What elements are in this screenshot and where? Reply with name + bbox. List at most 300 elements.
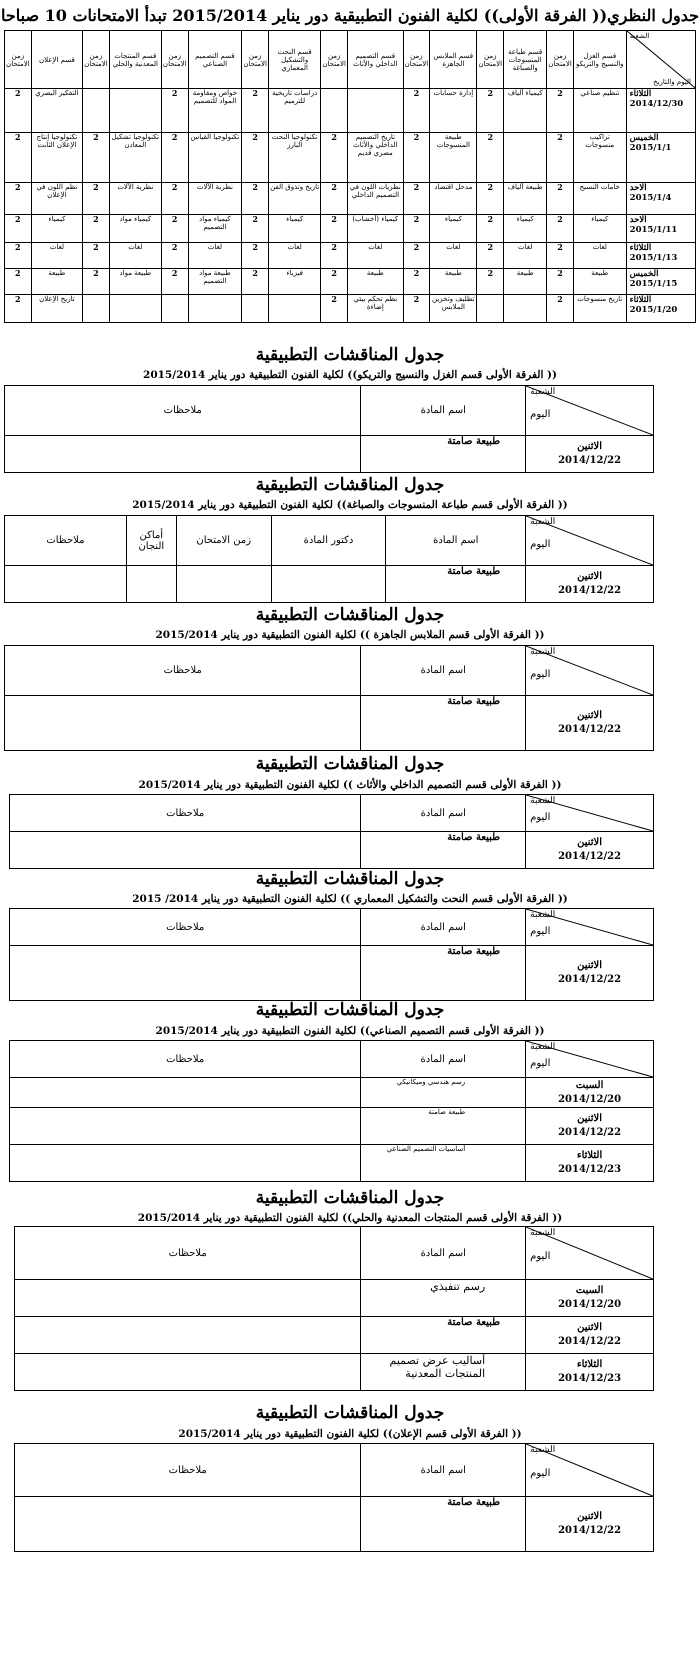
duration-cell: 2	[477, 269, 504, 295]
day-label: الثلاثاء	[576, 1359, 603, 1370]
subject-cell: لغات	[573, 243, 626, 269]
table-row	[5, 133, 696, 183]
subject-cell: تظليف وتخزين الملابس	[430, 295, 477, 323]
theory-schedule-table	[4, 30, 696, 323]
duration-cell	[83, 295, 110, 323]
shoba-label: الشعبة	[530, 517, 556, 527]
practical-schedule-table	[9, 794, 654, 869]
duration-cell: 2	[5, 133, 32, 183]
duration-cell: 2	[5, 89, 32, 133]
subject-cell: طبيعة مواد التصميم	[188, 269, 242, 295]
day-label: السبت	[575, 1079, 604, 1091]
subject-cell: كيمياء مواد التصميم	[188, 215, 242, 243]
subject-cell: لغات	[109, 243, 161, 269]
subject-cell: طبيعة صامتة	[361, 696, 526, 751]
day-date-cell	[526, 832, 654, 869]
day-date-cell	[526, 566, 654, 603]
notes-cell	[15, 1317, 361, 1354]
duration-cell: 2	[321, 183, 348, 215]
subject-cell: كيمياء مواد	[109, 215, 161, 243]
duration-cell: 2	[321, 295, 348, 323]
date-label: 2014/12/22	[558, 1336, 622, 1347]
subject-cell: دراسات تاريخية للترميم	[268, 89, 320, 133]
section-subtitle: (( الفرقة الأولى قسم الإعلان)) لكلية الفنون التطبيقية دور يناير 2015/2014	[178, 1428, 522, 1440]
duration-cell: 2	[547, 183, 574, 215]
main-title: جدول النظري(( الفرقة الأولى)) لكلية الفنون التطبيقية دور يناير 2015/2014 تبدأ الامتحانات 10 صباحا	[1, 6, 699, 25]
day-header-label: اليوم	[530, 1468, 551, 1479]
duration-cell: 2	[242, 133, 269, 183]
corner-header-cell	[626, 31, 695, 89]
table-header-row	[15, 1227, 654, 1280]
subject-cell: لغات	[348, 243, 404, 269]
section-title: جدول المناقشات التطبيقية	[255, 345, 445, 365]
subject-cell: كيمياء	[430, 215, 477, 243]
duration-cell: 2	[547, 215, 574, 243]
corner-header-cell	[526, 1444, 654, 1497]
subject-cell: نظم تحكم بيئي إضاءة	[348, 295, 404, 323]
table-row	[10, 946, 654, 1001]
subject-cell: خواص ومقاومة المواد للتصميم	[188, 89, 242, 133]
empty-cell	[271, 566, 386, 603]
day-header-label: اليوم	[530, 669, 551, 680]
department-header: قسم النحت والتشكيل المعماري	[268, 31, 320, 89]
practical-schedule-table	[14, 1443, 654, 1552]
department-header: قسم المنتجات المعدنية والحلي	[109, 31, 161, 89]
shoba-label: الشعبة	[530, 387, 556, 397]
shoba-label: الشعبة	[530, 1228, 556, 1238]
duration-cell: 2	[161, 133, 188, 183]
day-label: الثلاثاء	[629, 243, 652, 253]
day-date-cell	[526, 946, 654, 1001]
subject-cell: نظرية الآلات	[109, 183, 161, 215]
subject-cell: رسم هندسي وميكانيكي	[361, 1078, 526, 1108]
table-header-row	[15, 1444, 654, 1497]
notes-header: ملاحظات	[10, 1041, 361, 1078]
subject-cell: طبيعة صامتة	[361, 1108, 526, 1145]
duration-cell	[242, 295, 269, 323]
shoba-label: الشعبة	[530, 796, 556, 806]
practical-schedule-table	[4, 515, 654, 603]
subject-cell: طبيعة صامتة	[361, 1317, 526, 1354]
subject-cell: تكنولوجيا تشكيل المعادن	[109, 133, 161, 183]
duration-cell: 2	[5, 295, 32, 323]
duration-cell: 2	[242, 89, 269, 133]
day-date-cell	[526, 696, 654, 751]
notes-cell	[15, 1354, 361, 1391]
date-label: 2014/12/22	[558, 1525, 622, 1536]
day-label: الاثنين	[577, 441, 603, 452]
date-label: 2014/12/22	[558, 851, 622, 862]
committee-places-header: أماكن النجان	[126, 516, 176, 566]
date-label: 2015/1/4	[629, 193, 672, 203]
duration-cell: 2	[83, 133, 110, 183]
duration-cell: 2	[242, 215, 269, 243]
duration-cell: 2	[477, 215, 504, 243]
shoba-label: الشعبة	[530, 1042, 556, 1052]
notes-cell	[15, 1280, 361, 1317]
subject-cell: إدارة حسابات	[430, 89, 477, 133]
subject-cell: كيمياء ألياف	[504, 89, 547, 133]
duration-cell: 2	[321, 269, 348, 295]
subject-cell: كيمياء (أخشاب)	[348, 215, 404, 243]
duration-cell: 2	[242, 243, 269, 269]
date-label: 2015/1/11	[629, 225, 678, 235]
day-header-label: اليوم	[530, 1058, 551, 1069]
table-row	[5, 295, 696, 323]
day-header-label: اليوم	[530, 409, 551, 420]
department-header: قسم الملابس الجاهزة	[430, 31, 477, 89]
subject-cell: نظم اللون في الإعلان	[31, 183, 82, 215]
subject-cell: طبيعة	[573, 269, 626, 295]
day-date-cell	[626, 89, 695, 133]
duration-cell: 2	[403, 183, 430, 215]
notes-header: ملاحظات	[15, 1444, 361, 1497]
duration-cell: 2	[403, 89, 430, 133]
duration-cell	[477, 295, 504, 323]
corner-top-label: الشعبة	[629, 32, 650, 40]
day-label: الاثنين	[577, 1511, 603, 1522]
exam-duration-header: زمن الامتحان	[547, 31, 574, 89]
table-header-row	[5, 646, 654, 696]
section-title: جدول المناقشات التطبيقية	[255, 1000, 445, 1020]
subject-cell: لغات	[504, 243, 547, 269]
subject-header: اسم المادة	[386, 516, 526, 566]
table-row	[10, 1108, 654, 1145]
table-row	[5, 183, 696, 215]
day-date-cell	[626, 243, 695, 269]
day-header-label: اليوم	[530, 812, 551, 823]
practical-schedule-table	[9, 1040, 654, 1182]
date-label: 2014/12/20	[558, 1299, 622, 1310]
date-label: 2015/1/13	[629, 253, 678, 263]
notes-cell	[5, 566, 127, 603]
exam-duration-header: زمن الامتحان	[477, 31, 504, 89]
day-label: الثلاثاء	[629, 295, 652, 305]
department-header: قسم الإعلان	[31, 31, 82, 89]
subject-cell: نظريات اللون في التصميم الداخلي	[348, 183, 404, 215]
duration-cell: 2	[477, 183, 504, 215]
duration-cell	[321, 89, 348, 133]
duration-cell: 2	[477, 89, 504, 133]
day-label: الاثنين	[577, 571, 603, 582]
day-date-cell	[626, 215, 695, 243]
table-row	[5, 269, 696, 295]
subject-cell: تكنولوجيا النحت البارز	[268, 133, 320, 183]
subject-header: اسم المادة	[361, 909, 526, 946]
day-date-cell	[526, 1497, 654, 1552]
duration-cell: 2	[403, 295, 430, 323]
subject-cell: كيمياء	[573, 215, 626, 243]
day-label: الاحد	[629, 183, 647, 193]
day-date-cell	[526, 1145, 654, 1182]
day-label: الاثنين	[577, 710, 603, 721]
date-label: 2014/12/22	[558, 455, 622, 466]
subject-cell: طبيعة صامتة	[361, 436, 526, 473]
empty-cell	[176, 566, 271, 603]
notes-cell	[10, 946, 361, 1001]
corner-bottom-label: اليوم والتاريخ	[653, 78, 691, 86]
day-date-cell	[526, 1317, 654, 1354]
duration-cell: 2	[403, 269, 430, 295]
day-label: الخميس	[629, 133, 659, 143]
table-row	[10, 1145, 654, 1182]
subject-cell	[504, 295, 547, 323]
subject-cell: طبيعة صامتة	[361, 946, 526, 1001]
subject-header: اسم المادة	[361, 386, 526, 436]
subject-cell: لغات	[430, 243, 477, 269]
subject-cell: رسم تنفيذي	[361, 1280, 526, 1317]
table-row	[15, 1317, 654, 1354]
section-subtitle: (( الفرقة الأولى قسم الملابس الجاهزة )) لكلية الفنون التطبيقية دور يناير 2015/2014	[155, 629, 545, 641]
subject-cell: تاريخ منسوجات	[573, 295, 626, 323]
subject-cell: التفكير البصري	[31, 89, 82, 133]
duration-cell: 2	[83, 183, 110, 215]
duration-cell: 2	[547, 269, 574, 295]
subject-header: اسم المادة	[361, 1444, 526, 1497]
section-title: جدول المناقشات التطبيقية	[255, 754, 445, 774]
duration-cell: 2	[161, 269, 188, 295]
notes-header: ملاحظات	[10, 795, 361, 832]
duration-cell	[83, 89, 110, 133]
subject-cell: طبيعة صامتة	[361, 832, 526, 869]
subject-cell	[504, 133, 547, 183]
table-row	[5, 566, 654, 603]
exam-duration-header: زمن الامتحان	[242, 31, 269, 89]
subject-cell: مدخل اقتصاد	[430, 183, 477, 215]
subject-cell: لغات	[268, 243, 320, 269]
table-row	[15, 1280, 654, 1317]
subject-cell	[109, 89, 161, 133]
duration-cell: 2	[547, 89, 574, 133]
subject-cell: طبيعة	[430, 269, 477, 295]
table-header-row	[5, 31, 696, 89]
duration-cell: 2	[83, 243, 110, 269]
notes-header: ملاحظات	[10, 909, 361, 946]
subject-cell: كيمياء	[268, 215, 320, 243]
doctor-header: دكتور المادة	[271, 516, 386, 566]
corner-header-cell	[526, 646, 654, 696]
notes-header: ملاحظات	[5, 646, 361, 696]
duration-cell: 2	[477, 133, 504, 183]
department-header: قسم التصميم الصناعي	[188, 31, 242, 89]
duration-cell: 2	[403, 215, 430, 243]
day-date-cell	[526, 436, 654, 473]
practical-schedule-table	[4, 385, 654, 473]
empty-cell	[126, 566, 176, 603]
duration-cell: 2	[5, 243, 32, 269]
shoba-label: الشعبة	[530, 1445, 556, 1455]
subject-cell: طبيعة صامتة	[386, 566, 526, 603]
duration-cell: 2	[161, 183, 188, 215]
duration-cell: 2	[321, 243, 348, 269]
day-date-cell	[526, 1108, 654, 1145]
day-label: الثلاثاء	[576, 1150, 603, 1161]
table-row	[5, 89, 696, 133]
subject-cell	[109, 295, 161, 323]
day-label: الخميس	[629, 269, 659, 279]
duration-cell: 2	[83, 269, 110, 295]
duration-cell: 2	[403, 243, 430, 269]
section-subtitle: (( الفرقة الأولى قسم النحت والتشكيل المعماري )) لكلية الفنون التطبيقية دور يناير 2014/ 2015	[132, 893, 568, 905]
day-date-cell	[526, 1078, 654, 1108]
duration-cell: 2	[547, 295, 574, 323]
notes-cell	[5, 696, 361, 751]
date-label: 2014/12/23	[558, 1373, 622, 1384]
section-title: جدول المناقشات التطبيقية	[255, 1188, 445, 1208]
day-label: الاحد	[629, 215, 647, 225]
day-date-cell	[626, 295, 695, 323]
date-label: 2015/1/1	[629, 143, 672, 153]
shoba-label: الشعبة	[530, 910, 556, 920]
subject-cell: تاريخ وتذوق الفن	[268, 183, 320, 215]
section-subtitle: (( الفرقة الأولى قسم الغزل والنسيج والتريكو)) لكلية الفنون التطبيقية دور يناير 2015/2014	[143, 369, 557, 381]
duration-cell: 2	[161, 215, 188, 243]
day-date-cell	[526, 1280, 654, 1317]
date-label: 2014/12/23	[558, 1164, 622, 1175]
subject-cell: تنظيم صناعي	[573, 89, 626, 133]
section-title: جدول المناقشات التطبيقية	[255, 869, 445, 889]
subject-cell: تاريخ الإعلان	[31, 295, 82, 323]
section-subtitle: (( الفرقة الأولى قسم طباعة المنسوجات والصباغة)) لكلية الفنون التطبيقية دور يناير 2015/2014	[132, 499, 568, 511]
subject-cell	[188, 295, 242, 323]
section-title: جدول المناقشات التطبيقية	[255, 1403, 445, 1423]
duration-cell: 2	[477, 243, 504, 269]
notes-header: ملاحظات	[5, 516, 127, 566]
practical-schedule-table	[4, 645, 654, 751]
notes-header: ملاحظات	[15, 1227, 361, 1280]
duration-cell: 2	[321, 215, 348, 243]
duration-cell: 2	[5, 215, 32, 243]
section-title: جدول المناقشات التطبيقية	[255, 475, 445, 495]
table-header-row	[5, 516, 654, 566]
duration-cell: 2	[161, 89, 188, 133]
notes-header: ملاحظات	[5, 386, 361, 436]
practical-schedule-table	[14, 1226, 654, 1391]
duration-cell: 2	[5, 269, 32, 295]
duration-cell: 2	[5, 183, 32, 215]
department-header: قسم التصميم الداخلي والأثاث	[348, 31, 404, 89]
day-date-cell	[626, 183, 695, 215]
notes-cell	[5, 436, 361, 473]
duration-cell: 2	[242, 269, 269, 295]
table-row	[5, 243, 696, 269]
day-header-label: اليوم	[530, 1251, 551, 1262]
corner-header-cell	[526, 1041, 654, 1078]
day-date-cell	[626, 269, 695, 295]
duration-cell: 2	[242, 183, 269, 215]
subject-cell: طبيعة ألياف	[504, 183, 547, 215]
subject-cell: كيمياء	[31, 215, 82, 243]
subject-cell: تكنولوجيا إنتاج الإعلان الثابت	[31, 133, 82, 183]
day-date-cell	[526, 1354, 654, 1391]
table-row	[5, 215, 696, 243]
notes-cell	[10, 1078, 361, 1108]
subject-header: اسم المادة	[361, 646, 526, 696]
notes-cell	[10, 1108, 361, 1145]
corner-header-cell	[526, 909, 654, 946]
section-subtitle: (( الفرقة الأولى قسم التصميم الصناعي)) لكلية الفنون التطبيقية دور يناير 2015/2014	[155, 1025, 545, 1037]
table-row	[10, 1078, 654, 1108]
section-subtitle: (( الفرقة الأولى قسم المنتجات المعدنية والحلي)) لكلية الفنون التطبيقية دور يناير 2015/2014	[137, 1212, 563, 1224]
exam-duration-header: زمن الامتحان	[83, 31, 110, 89]
duration-cell: 2	[547, 133, 574, 183]
subject-cell: تاريخ التصميم الداخلي والأثاث مصري قديم	[348, 133, 404, 183]
subject-cell: فيزياء	[268, 269, 320, 295]
subject-cell: طبيعة	[348, 269, 404, 295]
shoba-label: الشعبة	[530, 647, 556, 657]
table-row	[5, 436, 654, 473]
corner-header-cell	[526, 795, 654, 832]
subject-cell: طبيعة	[31, 269, 82, 295]
subject-cell: تراكيب منسوجات	[573, 133, 626, 183]
subject-cell: أساليب عرض تصميم المنتجات المعدنية	[361, 1354, 526, 1391]
duration-cell: 2	[83, 215, 110, 243]
subject-cell: طبيعة	[504, 269, 547, 295]
exam-time-header: زمن الامتحان	[176, 516, 271, 566]
day-label: الثلاثاء	[629, 89, 652, 99]
day-label: الاثنين	[577, 960, 603, 971]
date-label: 2014/12/20	[558, 1093, 622, 1105]
practical-schedule-table	[9, 908, 654, 1001]
subject-cell: طبيعة المنسوجات	[430, 133, 477, 183]
exam-duration-header: زمن الامتحان	[321, 31, 348, 89]
subject-header: اسم المادة	[361, 1041, 526, 1078]
table-header-row	[10, 1041, 654, 1078]
table-header-row	[10, 795, 654, 832]
day-date-cell	[626, 133, 695, 183]
section-title: جدول المناقشات التطبيقية	[255, 605, 445, 625]
table-header-row	[10, 909, 654, 946]
subject-cell: خامات النسيج	[573, 183, 626, 215]
subject-cell: كيمياء	[504, 215, 547, 243]
notes-cell	[10, 832, 361, 869]
subject-cell: طبيعة مواد	[109, 269, 161, 295]
table-row	[10, 832, 654, 869]
subject-cell: لغات	[188, 243, 242, 269]
day-header-label: اليوم	[530, 539, 551, 550]
exam-duration-header: زمن الامتحان	[161, 31, 188, 89]
subject-cell	[268, 295, 320, 323]
subject-cell: طبيعة صامتة	[361, 1497, 526, 1552]
table-header-row	[5, 386, 654, 436]
day-label: الاثنين	[577, 1113, 603, 1124]
department-header: قسم طباعة المنسوجات والصباغة	[504, 31, 547, 89]
notes-cell	[15, 1497, 361, 1552]
subject-cell: لغات	[31, 243, 82, 269]
table-row	[15, 1497, 654, 1552]
subject-cell: أساسيات التصميم الصناعي	[361, 1145, 526, 1182]
corner-header-cell	[526, 516, 654, 566]
subject-header: اسم المادة	[361, 795, 526, 832]
notes-cell	[10, 1145, 361, 1182]
date-label: 2014/12/22	[558, 1127, 622, 1138]
date-label: 2014/12/22	[558, 585, 622, 596]
day-label: السبت	[575, 1285, 604, 1296]
duration-cell	[161, 295, 188, 323]
day-label: الاثنين	[577, 837, 603, 848]
date-label: 2015/1/20	[629, 305, 678, 315]
duration-cell: 2	[547, 243, 574, 269]
exam-duration-header: زمن الامتحان	[5, 31, 32, 89]
department-header: قسم الغزل والنسيج والتريكو	[573, 31, 626, 89]
day-header-label: اليوم	[530, 926, 551, 937]
section-subtitle: (( الفرقة الأولى قسم التصميم الداخلي والأثاث )) لكلية الفنون التطبيقية دور يناير 2015/2014	[138, 779, 562, 791]
corner-header-cell	[526, 386, 654, 436]
duration-cell: 2	[161, 243, 188, 269]
subject-cell	[348, 89, 404, 133]
table-row	[15, 1354, 654, 1391]
subject-header: اسم المادة	[361, 1227, 526, 1280]
